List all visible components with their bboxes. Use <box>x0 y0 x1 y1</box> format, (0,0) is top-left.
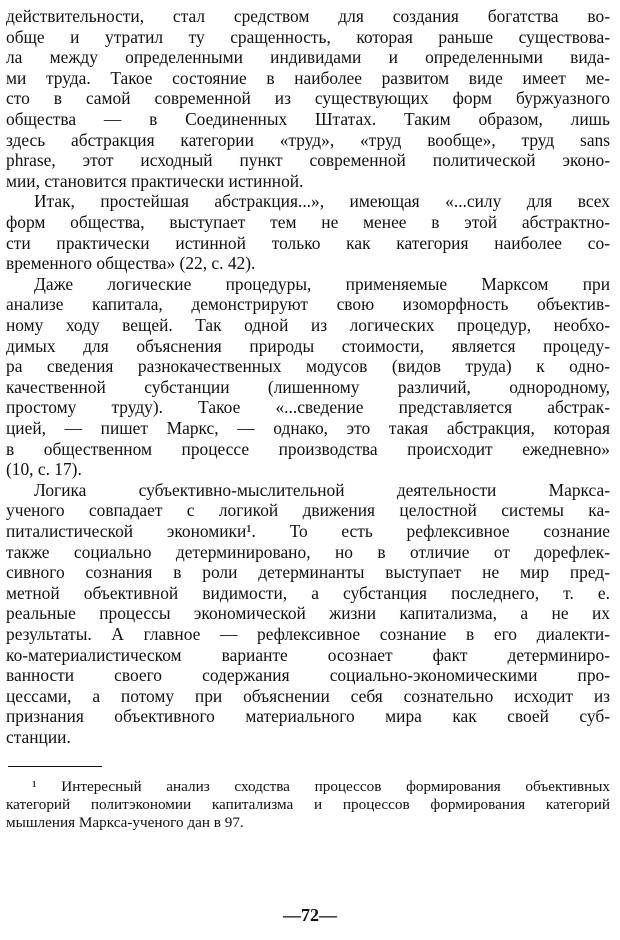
text-line: Даже логические процедуры, применяемые Марксом при <box>34 273 610 294</box>
text-line: простому труду). Такое «...сведение представляется абстрак- <box>6 397 610 418</box>
text-line: цией, — пишет Маркс, — однако, это такая абстракция, которая <box>6 418 610 438</box>
text-line: также социально детерминировано, но в отличие от дорефлек- <box>6 541 610 562</box>
text-line: метной объективной видимости, а субстанция последнего, т. е. <box>6 582 610 603</box>
text-line: общества — в Соединенных Штатах. Таким образом, лишь <box>6 109 610 129</box>
text-line: ко-материалистическом варианте осознает факт детерминиро- <box>6 644 610 665</box>
text-line: качественной субстанции (лишенному различий, однородному, <box>6 376 610 397</box>
page-number: —72— <box>283 905 337 925</box>
text-line: (10, с. 17). <box>6 459 82 480</box>
text-line: станции. <box>6 727 71 747</box>
text-line: питалистической экономики¹. То есть рефлексивное сознание <box>6 521 610 541</box>
text-line: анализе капитала, демонстрируют свою изоморфность объектив- <box>6 294 610 315</box>
text-line: сивного сознания в роли детерминанты выступает не мир пред- <box>6 562 610 583</box>
text-line: ванности своего содержания социально-экономическими про- <box>6 665 610 686</box>
text-line: признания объективного материального мира как своей суб- <box>6 706 610 727</box>
text-line: цессами, а потому при объяснении себя сознательно исходит из <box>6 685 610 706</box>
text-line: ному ходу вещей. Так одной из логических процедур, необхо- <box>6 315 610 335</box>
text-line: временного общества» (22, с. 42). <box>6 253 256 274</box>
footnote-divider <box>8 766 102 767</box>
text-line: phrase, этот исходный пункт современной политической эконо- <box>6 150 610 171</box>
text-line: ми труда. Такое состояние в наиболее развитом виде имеет ме- <box>6 67 610 88</box>
text-line: результаты. А главное — рефлексивное сознание в его диалекти- <box>6 624 610 644</box>
text-line: форм общества, выступает тем не менее в этой абстрактно- <box>6 212 610 232</box>
text-line: димых для объяснения природы стоимости, является процеду- <box>6 335 610 356</box>
text-line: ла между определенными индивидами и определенными вида- <box>6 47 610 68</box>
footnote-line: ¹ Интересный анализ сходства процессов формирования объективных <box>32 777 610 795</box>
text-line: мии, становится практически истинной. <box>6 170 304 191</box>
text-line: ученого совпадает с логикой движения целостной системы ка- <box>6 500 610 521</box>
text-line: Логика субъективно-мыслительной деятельности Маркса- <box>34 479 610 500</box>
text-line: ра сведения разнокачественных модусов (видов труда) к одно- <box>6 356 610 377</box>
text-line: обще и утратил ту сращенность, которая раньше существова- <box>6 26 610 47</box>
footnote-line: мышления Маркса-ученого дан в 97. <box>6 813 244 831</box>
text-line: Итак, простейшая абстракция...», имеющая «...силу для всех <box>34 191 610 212</box>
text-line: действительности, стал средством для создания богатства во- <box>6 6 610 26</box>
text-line: сто в самой современной из существующих форм буржуазного <box>6 88 610 109</box>
text-line: реальные процессы экономической жизни капитализма, а не их <box>6 603 610 624</box>
text-line: сти практически истинной только как категория наиболее со- <box>6 232 610 253</box>
text-line: здесь абстракция категории «труд», «труд вообще», труд sans <box>6 129 610 150</box>
text-line: в общественном процессе производства происходит ежедневно» <box>6 438 610 459</box>
footnote-line: категорий политэкономии капитализма и процессов формирования категорий <box>6 795 610 813</box>
